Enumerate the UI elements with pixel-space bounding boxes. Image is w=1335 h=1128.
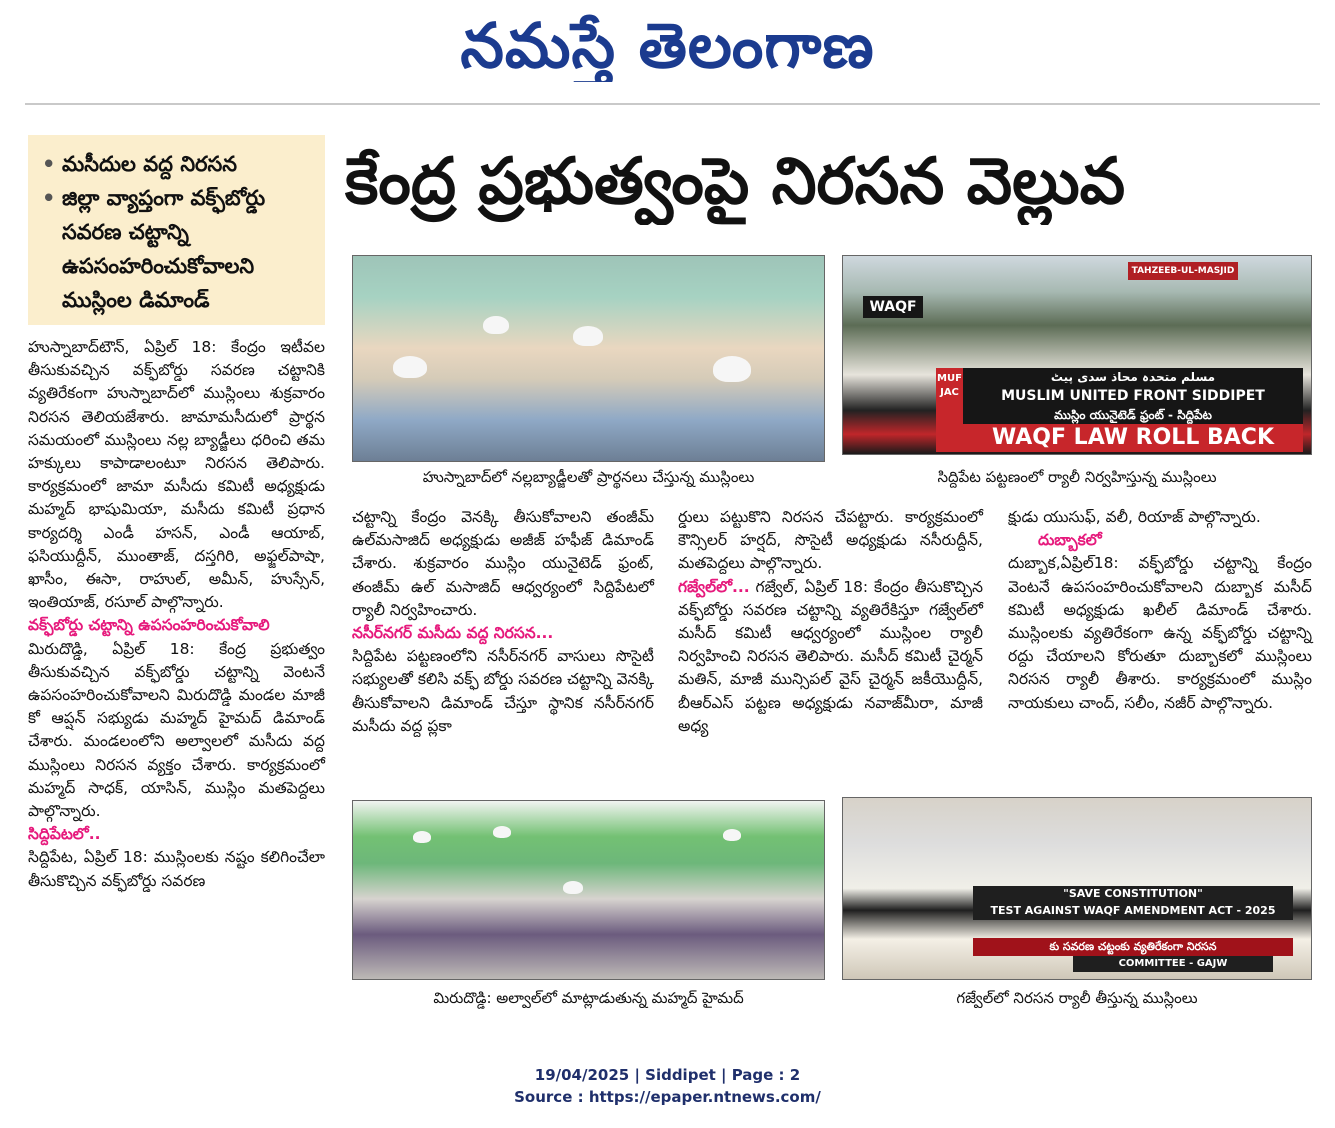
highlight-item: • మసీదుల వద్ద నిరసన: [40, 147, 315, 181]
masthead-divider: [25, 103, 1320, 105]
paragraph: సిద్దిపేట పట్టణంలోని నసీర్‌నగర్ వాసులు సొసైటీ సభ్యులతో కలిసి వక్ఫ్ బోర్డు సవరణ చట్టాన్ని వెనక్కి తీసుకోవాలని డిమాండ్ చేస్తూ స్థానిక నసీర్‌నగర్ మసీదు వద్ద ప్లకా: [352, 647, 654, 735]
paragraph: సిద్దిపేట, ఏప్రిల్ 18: ముస్లింలకు నష్టం కలిగించేలా తీసుకొచ్చిన వక్ఫ్‌బోర్డు సవరణ: [28, 848, 325, 890]
photo-mirudoddi-group: [352, 800, 825, 980]
article-column-4: [1008, 506, 1312, 715]
prayer-cap-shape: [723, 829, 741, 841]
prayer-cap-shape: [493, 826, 511, 838]
footer-source: Source : https://epaper.ntnews.com/: [514, 1088, 821, 1106]
subheading: దుబ్బాకలో: [1038, 531, 1102, 550]
subheading: వక్ఫ్‌బోర్డు చట్టాన్ని ఉపసంహరించుకోవాలి: [28, 616, 270, 635]
banner-english: MUSLIM UNITED FRONT SIDDIPET: [963, 386, 1303, 406]
paragraph: క్షుడు యుసుఫ్, వలీ, రియాజ్ పాల్గొన్నారు.: [1008, 508, 1261, 526]
subheading: సిద్దిపేటలో..: [28, 825, 101, 844]
photo-husnabad-prayer: [352, 255, 825, 462]
prayer-cap-shape: [563, 881, 583, 894]
prayer-cap-shape: [573, 326, 603, 346]
banner-urdu: مسلم متحدہ محاذ سدی پیٹ: [963, 368, 1303, 386]
paragraph: గజ్వేల్, ఏప్రిల్ 18: కేంద్రం తీసుకొచ్చిన వక్ఫ్‌బోర్డు సవరణ చట్టాన్ని వ్యతిరేకిస్తూ గజ్వేల్‌లో మసీద్ కమిటీ ఆధ్వర్యంలో ముస్లింల ర్యాలీ నిర్వహించి నిరసన తెలిపారు. మసీద్ కమిటీ చైర్మన్ మతిన్, మాజీ మున్సిపల్ వైస్ చైర్మన్ జకీయొద్దీన్, బీఆర్ఎస్ పట్టణ అధ్యక్షుడు నవాజ్‌మీరా, మాజీ అధ్య: [678, 577, 983, 735]
photo-siddipet-rally: [842, 255, 1312, 455]
article-column-2: [352, 506, 654, 738]
prayer-cap-shape: [713, 356, 751, 382]
banner-telugu: ముస్లిం యునైటెడ్ ఫ్రంట్ - సిద్దిపేట: [963, 406, 1303, 424]
prayer-cap-shape: [483, 316, 509, 334]
photo-caption: హుస్నాబాద్‌లో నల్లబ్యాడ్జీలతో ప్రార్థనలు చేస్తున్న ముస్లింలు: [422, 468, 755, 486]
side-banner: MUFJAC: [936, 368, 963, 452]
subheading: నసీర్‌నగర్ మసీదు వద్ద నిరసన...: [352, 624, 554, 643]
newspaper-logo: నమస్తే తెలంగాణ: [460, 10, 875, 82]
banner-protest: TEST AGAINST WAQF AMENDMENT ACT - 2025: [973, 902, 1293, 920]
banner-committee: COMMITTEE - GAJW: [1073, 956, 1273, 972]
photo-caption: గజ్వేల్‌లో నిరసన ర్యాలీ తీస్తున్న ముస్లింలు: [956, 989, 1198, 1007]
photo-caption: మిరుదొడ్డి: అల్వాల్‌లో మాట్లాడుతున్న మహ్మద్ హైమద్: [433, 989, 744, 1007]
article-column-1: [28, 336, 325, 893]
photo-gajwel-rally: [842, 797, 1312, 980]
highlights-box: [28, 135, 325, 325]
paragraph: హుస్నాబాద్‌టౌన్, ఏప్రిల్ 18: కేంద్రం ఇటీవల తీసుకువచ్చిన వక్ఫ్‌బోర్డు సవరణ చట్టానికి వ్యతిరేకంగా హుస్నాబాద్‌లో ముస్లింలు శుక్రవారం నిరసన తెలియజేశారు. జామామసీదులో ప్రార్థన సమయంలో ముస్లింలు నల్ల బ్యాడ్జీలు ధరించి తమ హక్కులు కాపాడాలంటూ నిరసన తెలిపారు. కార్యక్రమంలో జామా మసీదు కమిటీ అధ్యక్షుడు మహ్మద్ భాషుమియా, మసీదు కమిటీ ప్రధాన కార్యదర్శి ఎండీ హసన్, ఎండీ ఆయాబ్, ఫసియుద్దీన్, ముంతాజ్, దస్తగిరి, అఫ్జల్‌పాషా, ఖాసీం, ఈసా, రాహుల్, అమీన్, హుస్సేన్, ఇంతియాజ్, రసూల్ పాల్గొన్నారు.: [28, 338, 325, 612]
paragraph: చట్టాన్ని కేంద్రం వెనక్కి తీసుకోవాలని తంజీమ్ ఉల్‌మసాజిద్ అధ్యక్షుడు అజీజ్ హఫీజ్ డిమాండ్ చేశారు. శుక్రవారం ముస్లిం యునైటెడ్ ఫ్రంట్, తంజీమ్ ఉల్ మసాజిద్ ఆధ్వర్యంలో సిద్దిపేటలో ర్యాలీ నిర్వహించారు.: [352, 508, 654, 619]
masthead: [0, 0, 1335, 100]
photo-caption: సిద్దిపేట పట్టణంలో ర్యాలీ నిర్వహిస్తున్న ముస్లింలు: [937, 468, 1217, 486]
highlight-item: • జిల్లా వ్యాప్తంగా వక్ఫ్‌బోర్డు సవరణ చట్టాన్ని ఉపసంహరించుకోవాలని ముస్లింల డిమాండ్: [40, 181, 315, 317]
article-column-3: [678, 506, 983, 738]
paragraph: దుబ్బాక,ఏప్రిల్18: వక్ఫ్‌బోర్డు చట్టాన్ని కేంద్రం వెంటనే ఉపసంహరించుకోవాలని దుబ్బాక మసీద్ కమిటీ అధ్యక్షుడు ఖలీల్ డిమాండ్ చేశారు. ముస్లింలకు వ్యతిరేకంగా ఉన్న వక్ఫ్‌బోర్డు చట్టాన్ని రద్దు చేయాలని కోరుతూ దుబ్బాకలో ముస్లింలు నిరసన ర్యాలీ తీశారు. కార్యక్రమంలో ముస్లిం నాయకులు చాంద్, సలీం, నజీర్ పాల్గొన్నారు.: [1008, 554, 1312, 712]
headline: కేంద్ర ప్రభుత్వంపై నిరసన వెల్లువ: [345, 145, 1126, 219]
banner-save-constitution: "SAVE CONSTITUTION": [973, 886, 1293, 902]
subheading: గజ్వేల్‌లో...: [678, 577, 750, 596]
rally-sign: WAQF: [863, 296, 923, 318]
banner-waqf-roll-back: WAQF LAW ROLL BACK: [963, 424, 1303, 452]
prayer-cap-shape: [413, 831, 431, 843]
paragraph: ర్డులు పట్టుకొని నిరసన చేపట్టారు. కార్యక్రమంలో కౌన్సిలర్ హర్షద్, సొసైటీ అధ్యక్షుడు నసీరుద్దీన్, మతపెద్దలు పాల్గొన్నారు.: [678, 508, 983, 573]
prayer-cap-shape: [393, 356, 427, 378]
paragraph: మిరుదొడ్డి, ఏప్రిల్ 18: కేంద్ర ప్రభుత్వం తీసుకువచ్చిన వక్ఫ్‌బోర్డు చట్టాన్ని వెంటనే ఉపసంహరించుకోవాలని మిరుదొడ్డి మండల మాజీ కో ఆప్షన్ సభ్యుడు మహ్మద్ హైమద్ డిమాండ్ చేశారు. మండలంలోని అల్వాలలో మసీదు వద్ద ముస్లింలు నిరసన వ్యక్తం చేశారు. కార్యక్రమంలో మహ్మద్ సాధక్, యాసిన్, ముస్లిం మతపెద్దలు పాల్గొన్నారు.: [28, 639, 325, 821]
footer-date-page: 19/04/2025 | Siddipet | Page : 2: [534, 1066, 801, 1084]
rally-sign: TAHZEEB-UL-MASJID: [1128, 262, 1238, 280]
banner-telugu: కు సవరణ చట్టంకు వ్యతిరేకంగా నిరసన: [973, 938, 1293, 956]
